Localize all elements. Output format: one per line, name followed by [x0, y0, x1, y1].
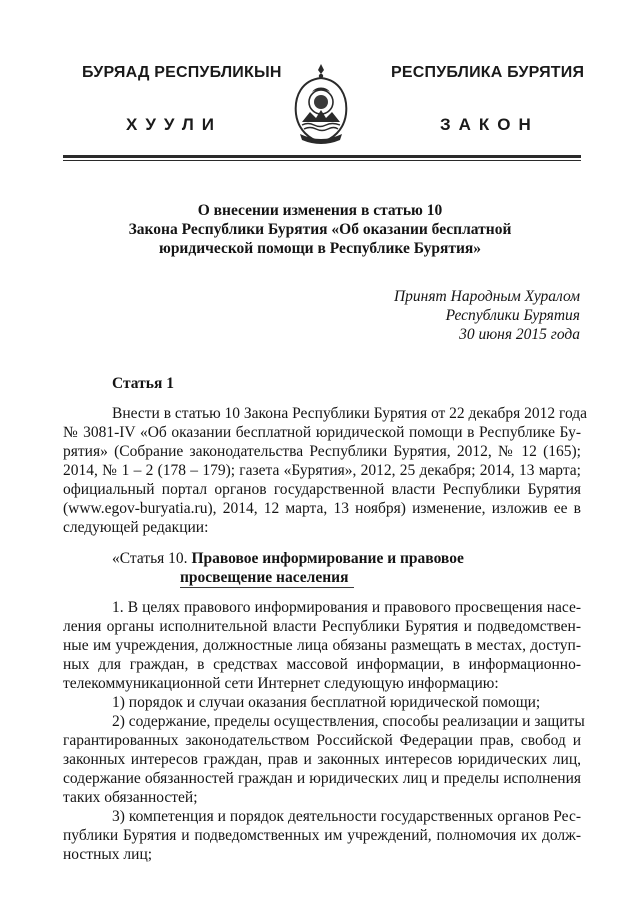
- header-divider-thick: [63, 155, 581, 158]
- adoption-note-line: 30 июня 2015 года: [459, 326, 580, 343]
- paragraph-line: официальный портал органов государственной власти Республики Бурятия: [63, 481, 581, 498]
- list-item: 3) компетенция и порядок деятельности государственных органов Рес-: [112, 808, 581, 825]
- paragraph-line: 1. В целях правового информирования и правового просвещения насе-: [112, 599, 581, 616]
- paragraph-line: таких обязанностей;: [63, 789, 198, 806]
- paragraph-line: ные им учреждения, должностные лица обязаны размещать в местах, доступ-: [63, 637, 581, 654]
- paragraph-line: ностных лиц;: [63, 846, 153, 863]
- paragraph-line: содержание обязанностей граждан и юридических лиц и пределы исполнения: [63, 770, 581, 787]
- paragraph-line: ления органы исполнительной власти Республики Бурятия и подведомствен-: [63, 618, 581, 635]
- paragraph-line: телекоммуникационной сети Интернет следующую информацию:: [63, 675, 499, 692]
- list-item: 2) содержание, пределы осуществления, способы реализации и защиты: [112, 713, 585, 730]
- header-left-bottom: ХУУЛИ: [126, 115, 222, 134]
- new-article-title-line: просвещение населения: [180, 569, 349, 586]
- article-heading: Статья 1: [112, 375, 174, 392]
- list-item: 1) порядок и случаи оказания бесплатной юридической помощи;: [112, 694, 541, 711]
- paragraph-line: рятия» (Собрание законодательства Республики Бурятия, 2012, № 12 (165);: [63, 443, 581, 460]
- article-paragraph: [63, 404, 588, 537]
- paragraph-line: следующей редакции:: [63, 519, 209, 536]
- new-article-prefix: «Статья 10.: [112, 550, 188, 567]
- paragraph-line: публики Бурятия и подведомственных им учреждений, полномочия их долж-: [63, 827, 581, 844]
- paragraph-line: (www.egov-buryatia.ru), 2014, 12 марта, 13 ноября) изменение, изложив ее в: [63, 500, 581, 517]
- article-body: [63, 598, 585, 864]
- document-title-line: О внесении изменения в статью 10: [197, 202, 443, 219]
- paragraph-line: гарантированных законодательством Российской Федерации прав, свобод и: [63, 732, 581, 749]
- new-article-heading: [112, 550, 464, 568]
- header-divider-thin: [63, 160, 581, 161]
- document-title-line: Закона Республики Бурятия «Об оказании бесплатной: [128, 221, 512, 238]
- new-article-title-line: Правовое информирование и правовое: [191, 550, 464, 567]
- adoption-note-line: Республики Бурятия: [445, 307, 580, 324]
- paragraph-line: 2014, № 1 – 2 (178 – 179); газета «Бурятия», 2012, 25 декабря; 2014, 13 марта;: [63, 462, 581, 479]
- header-right-bottom: ЗАКОН: [440, 115, 539, 134]
- paragraph-line: Внести в статью 10 Закона Республики Бурятия от 22 декабря 2012 года: [112, 405, 588, 422]
- header-left-top: БУРЯАД РЕСПУБЛИКЫН: [82, 64, 282, 81]
- document-title-line: юридической помощи в Республике Бурятия»: [158, 240, 482, 257]
- paragraph-line: ных для граждан, в средствах массовой информации, в информационно-: [63, 656, 581, 673]
- buryatia-coat-of-arms-icon: [290, 62, 352, 148]
- header-right-top: РЕСПУБЛИКА БУРЯТИЯ: [391, 64, 585, 81]
- paragraph-line: № 3081-IV «Об оказании бесплатной юридической помощи в Республике Бу-: [63, 424, 581, 441]
- paragraph-line: законных интересов граждан, прав и законных интересов юридических лиц,: [63, 751, 581, 768]
- title-underline: [180, 587, 354, 588]
- adoption-note-line: Принят Народным Хуралом: [393, 288, 580, 305]
